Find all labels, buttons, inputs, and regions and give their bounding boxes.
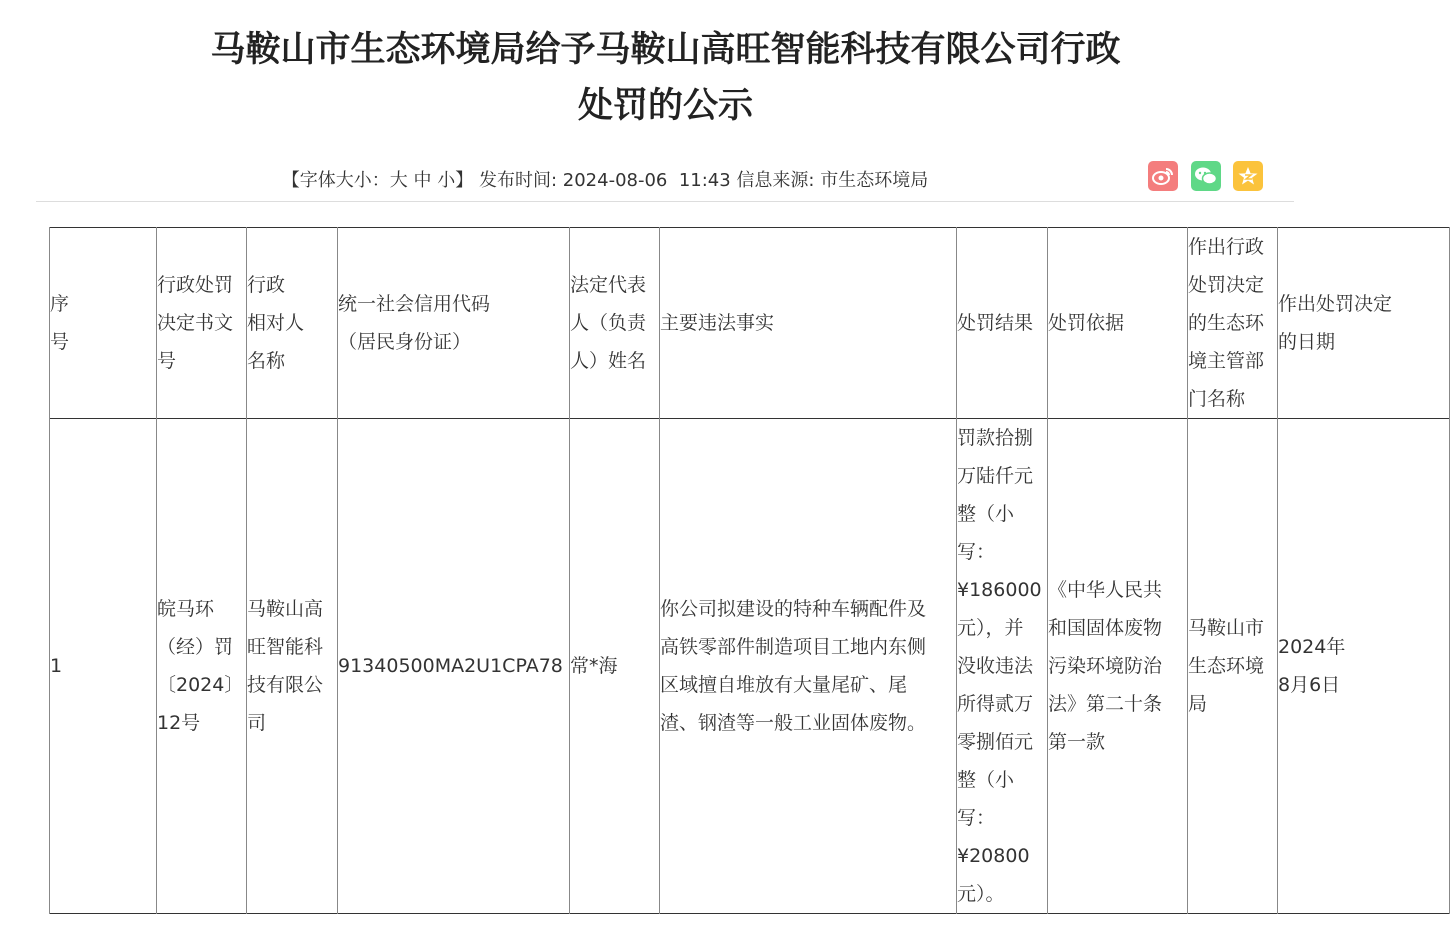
body-cell xyxy=(157,419,247,914)
header-cell-line: 名称 xyxy=(247,350,286,372)
weibo-icon xyxy=(1152,166,1174,186)
header-cell-line: 行政处罚 xyxy=(157,274,234,296)
header-cell-line: 处罚结果 xyxy=(957,312,1034,334)
font-size-large[interactable]: 大 xyxy=(389,170,408,191)
header-cell-line: 处罚依据 xyxy=(1048,312,1125,334)
body-cell-line: 司 xyxy=(247,712,267,734)
body-cell xyxy=(660,419,957,914)
header-cell-line: （居民身份证） xyxy=(338,331,472,353)
body-cell xyxy=(50,419,157,914)
body-cell-line: 写： xyxy=(957,541,996,563)
header-cell-line: 人）姓名 xyxy=(570,350,647,372)
body-cell-line: 你公司拟建设的特种车辆配件及 xyxy=(660,598,927,620)
font-size-medium[interactable]: 中 xyxy=(413,170,432,191)
body-cell-line: 旺智能科 xyxy=(247,636,324,658)
wechat-icon xyxy=(1194,166,1218,186)
publish-label: 发布时间: xyxy=(478,170,558,191)
body-cell-line: 1 xyxy=(50,655,63,677)
body-cell-line: 皖马环 xyxy=(157,598,215,620)
body-cell-line: 局 xyxy=(1188,693,1208,715)
source-label: 信息来源: xyxy=(736,170,815,191)
header-cell xyxy=(570,228,660,419)
body-cell-line: 法》第二十条 xyxy=(1048,693,1163,715)
header-cell-line: 序 xyxy=(50,293,70,315)
body-cell-line: 高铁零部件制造项目工地内东侧 xyxy=(660,636,927,658)
header-cell-line: 决定书文 xyxy=(157,312,234,334)
body-cell-line: 写： xyxy=(957,807,996,829)
body-cell xyxy=(338,419,570,914)
body-cell-line: 渣、钢渣等一般工业固体废物。 xyxy=(660,712,927,734)
publish-time: 2024-08-06 11:43 xyxy=(562,170,731,191)
body-cell-line: ¥186000 xyxy=(957,579,1042,601)
article-meta xyxy=(0,166,1210,192)
table-row xyxy=(50,419,1450,914)
body-cell-line: 整（小 xyxy=(957,503,1015,525)
body-cell-line: 万陆仟元 xyxy=(957,465,1034,487)
body-cell-line: 生态环境 xyxy=(1188,655,1265,677)
header-cell-line: 的日期 xyxy=(1278,331,1336,353)
body-cell xyxy=(247,419,338,914)
body-cell-line: 《中华人民共 xyxy=(1048,579,1163,601)
body-cell-line: 91340500MA2U1CPA78 xyxy=(338,655,563,677)
share-wechat-button[interactable] xyxy=(1191,161,1221,191)
header-cell-line: 号 xyxy=(50,331,70,353)
header-cell-line: 的生态环 xyxy=(1188,312,1265,334)
body-cell xyxy=(957,419,1048,914)
body-cell-line: 技有限公 xyxy=(247,674,324,696)
body-cell xyxy=(570,419,660,914)
header-cell xyxy=(1278,228,1450,419)
font-size-small[interactable]: 小 xyxy=(437,170,456,191)
font-size-label: 【字体大小： xyxy=(281,170,390,191)
share-weibo-button[interactable] xyxy=(1148,161,1178,191)
header-cell xyxy=(1048,228,1188,419)
header-cell-line: 行政 xyxy=(247,274,286,296)
body-cell-line: 污染环境防治 xyxy=(1048,655,1163,677)
header-cell xyxy=(50,228,157,419)
header-cell-line: 统一社会信用代码 xyxy=(338,293,491,315)
body-cell xyxy=(1048,419,1188,914)
body-cell-line: 元）。 xyxy=(957,883,1005,905)
header-cell-line: 相对人 xyxy=(247,312,305,334)
header-cell-line: 主要违法事实 xyxy=(660,312,775,334)
penalty-table xyxy=(49,227,1450,914)
table-header-row xyxy=(50,228,1450,419)
body-cell-line: 〔2024〕 xyxy=(157,674,244,696)
body-cell-line: 零捌佰元 xyxy=(957,731,1034,753)
header-cell xyxy=(338,228,570,419)
header-cell xyxy=(157,228,247,419)
header-cell-line: 作出行政 xyxy=(1188,236,1265,258)
body-cell-line: 2024年 xyxy=(1278,636,1346,658)
body-cell-line: 马鞍山市 xyxy=(1188,617,1265,639)
header-cell-line: 境主管部 xyxy=(1188,350,1265,372)
qzone-star-icon xyxy=(1237,165,1259,187)
body-cell-line: 没收违法 xyxy=(957,655,1034,677)
header-cell-line: 法定代表 xyxy=(570,274,647,296)
source: 市生态环境局 xyxy=(820,170,929,191)
header-cell-line: 号 xyxy=(157,350,177,372)
body-cell-line: 和国固体废物 xyxy=(1048,617,1163,639)
header-cell xyxy=(957,228,1048,419)
body-cell xyxy=(1188,419,1278,914)
body-cell-line: 12号 xyxy=(157,712,201,734)
divider xyxy=(36,201,1294,202)
body-cell-line: ¥20800 xyxy=(957,845,1030,867)
body-cell-line: 马鞍山高 xyxy=(247,598,324,620)
body-cell-line: 元），并 xyxy=(957,617,1024,639)
body-cell-line: 整（小 xyxy=(957,769,1015,791)
body-cell xyxy=(1278,419,1450,914)
body-cell-line: 罚款拾捌 xyxy=(957,427,1034,449)
body-cell-line: 区域擅自堆放有大量尾矿、尾 xyxy=(660,674,908,696)
penalty-table-container[interactable] xyxy=(49,227,1393,917)
font-size-end: 】 xyxy=(455,170,474,191)
body-cell-line: 第一款 xyxy=(1048,731,1106,753)
body-cell-line: 所得贰万 xyxy=(957,693,1034,715)
share-qzone-button[interactable] xyxy=(1233,161,1263,191)
body-cell-line: 常*海 xyxy=(570,655,618,677)
header-cell xyxy=(1188,228,1278,419)
title-line: 处罚的公示 xyxy=(577,86,753,126)
page-title xyxy=(0,22,1331,134)
header-cell-line: 处罚决定 xyxy=(1188,274,1265,296)
title-line: 马鞍山市生态环境局给予马鞍山高旺智能科技有限公司行政 xyxy=(210,30,1121,70)
body-cell-line: 8月6日 xyxy=(1278,674,1341,696)
header-cell-line: 门名称 xyxy=(1188,388,1246,410)
header-cell xyxy=(660,228,957,419)
header-cell xyxy=(247,228,338,419)
header-cell-line: 作出处罚决定 xyxy=(1278,293,1393,315)
header-cell-line: 人（负责 xyxy=(570,312,647,334)
body-cell-line: （经）罚 xyxy=(157,636,234,658)
